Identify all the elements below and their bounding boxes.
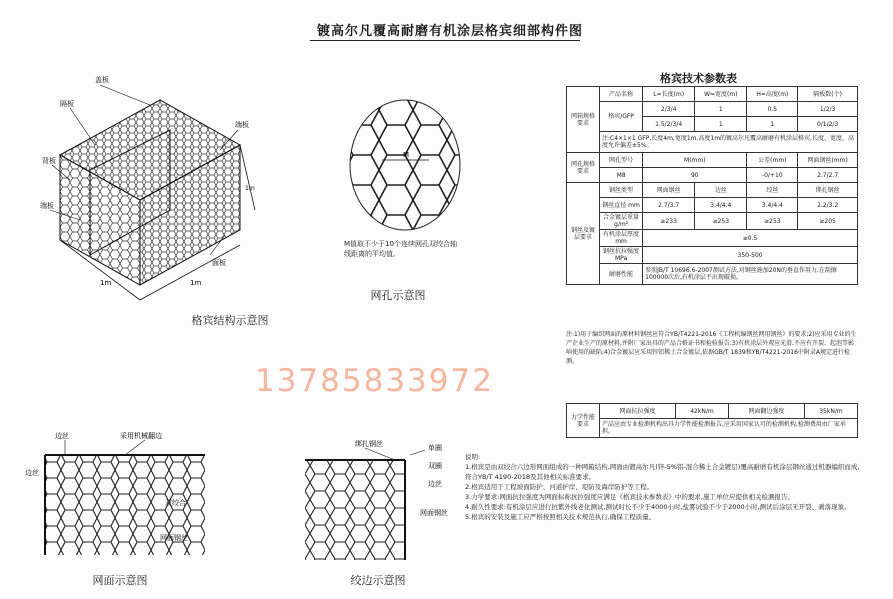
label-edge-left: 边丝 <box>25 469 39 477</box>
table-cell: M(mm) <box>643 153 747 168</box>
label-single: 单圈 <box>428 444 442 452</box>
label-mesh-wire: 网面钢丝 <box>160 534 188 542</box>
table-cell: 网面抗拉强度 <box>600 404 676 419</box>
label-machine-edge: 采用机械翻边 <box>120 432 162 440</box>
table-cell: 0.5 <box>747 102 798 117</box>
table-cell: 1 <box>695 117 747 132</box>
table-cell: H=高度(m) <box>747 87 798 102</box>
label-height: 1m <box>245 185 255 192</box>
label-twist: 双绞合 <box>165 499 186 507</box>
table-cell: 合金镀层重量 g/m² <box>600 213 643 230</box>
label-end: 端板 <box>235 121 249 129</box>
label-width: 1m <box>190 279 202 287</box>
label-sel-edge: 边丝 <box>428 480 442 488</box>
table-cell: 耐磨性能 <box>600 264 643 285</box>
table-cell: 3.4/4.4 <box>695 198 747 213</box>
table-cell: 格宾/GFP <box>600 102 643 132</box>
table-cell: W=宽度(m) <box>695 87 747 102</box>
table-cell: 1 <box>695 102 747 117</box>
table-cell: 有机涂层厚度 mm <box>600 230 643 247</box>
table-cell: 钢丝直径 mm <box>600 198 643 213</box>
table-cell: -0/+10 <box>747 168 798 183</box>
explanation-item: 3.力学要求:网面抗拉强度为网面标称抗拉强度应满足《格宾技术参数表》中的要求,施工单位应提供相关检测报告。 <box>465 493 794 501</box>
table-cell: 网面翻边强度 <box>728 404 804 419</box>
explanation-heading: 说明: <box>465 453 481 461</box>
net-diagram <box>25 430 215 565</box>
table-cell: 2/3/4 <box>643 102 695 117</box>
label-back: 背板 <box>42 157 56 165</box>
table-title: 格宾技术参数表 <box>660 72 737 85</box>
table-note: 注:C4×1×1 GFP,长度4m,宽度1m,高度1m的镀高尔凡覆高耐磨有机涂层格宾,长度、宽度、高度允许偏差±5%。 <box>600 132 858 153</box>
table-cell: 1 <box>747 117 798 132</box>
table-note: 产品应由专业检测机构出具力学性能检测报告,应采用国家认可的检测机构,检测费用由厂家承担。 <box>600 419 858 438</box>
page-title: 镀高尔凡覆高耐磨有机涂层格宾细部构件图 <box>316 24 583 39</box>
selvage-caption: 绞边示意图 <box>350 574 406 587</box>
title-underline <box>310 40 580 41</box>
table-cell: ≥0.5 <box>643 230 858 247</box>
net-caption: 网面示意图 <box>92 574 148 587</box>
table-cell: 绑扎钢丝 <box>798 183 858 198</box>
group-label: 力学性能要求 <box>567 404 600 438</box>
label-lid: 盖板 <box>95 76 109 84</box>
explanation <box>465 452 865 522</box>
table-cell: 钢丝类型 <box>600 183 643 198</box>
label-end-panel: 隔板 <box>60 100 74 108</box>
group-label: 网孔规格要求 <box>567 153 600 183</box>
gabion-box-diagram <box>40 70 290 330</box>
table-cell: 网面钢丝 <box>643 183 695 198</box>
box-caption: 格宾结构示意图 <box>191 314 269 327</box>
table-cell: 隔板数(个) <box>798 87 858 102</box>
table-cell: M8 <box>600 168 643 183</box>
table-cell: 钢丝抗拉强度 MPa <box>600 247 643 264</box>
spec-table <box>566 86 858 285</box>
table-cell: 网面钢丝(mm) <box>798 153 858 168</box>
group-label: 网箱规格要求 <box>567 87 600 153</box>
table-cell: 1.5/2/3/4 <box>643 117 695 132</box>
mech-table <box>566 403 858 438</box>
explanation-item: 2.格宾适用于工程坡面防护、河道护岸、堤防及海岸防护等工程。 <box>465 483 654 491</box>
table-cell: 1/2/3 <box>798 102 858 117</box>
table-cell: ≥253 <box>747 213 798 230</box>
selvage-diagram <box>290 440 460 565</box>
label-side: 端板 <box>40 202 54 210</box>
table-cell: L=长度(m) <box>643 87 695 102</box>
group-label: 钢丝及镀层要求 <box>567 183 600 285</box>
mesh-hole-diagram <box>345 95 465 235</box>
table-cell: 350-500 <box>643 247 858 264</box>
table-cell: 2.2/3.2 <box>798 198 858 213</box>
table-cell: 公差(mm) <box>747 153 798 168</box>
table-cell: 2.7/3.7 <box>643 198 695 213</box>
label-edge-top: 边丝 <box>55 432 69 440</box>
table-cell: 网孔型号 <box>600 153 643 168</box>
phone-watermark: 13785833972 <box>255 363 494 399</box>
table-cell: 42kN/m <box>675 404 728 419</box>
table-notes: 注:1)用于编织网面的原材料钢丝应符合YB/T4221-2016《工程机编钢丝网用钢丝》的要求;2)应采用专业的生产企业生产的原材料,并附厂家出具的产品合格证书和检验报告;3)有机涂层外观应光滑,不应有开裂、起泡等影响使用的缺陷;4)合金镀层应采用锌铝稀土合金镀层,依据GB/T 1839和YB/T4221-2016中附录A规定进行检测。 <box>566 331 857 365</box>
table-cell: 35kN/m <box>804 404 857 419</box>
table-cell: 90 <box>643 168 747 183</box>
table-cell: ≥253 <box>695 213 747 230</box>
table-cell: ≥233 <box>643 213 695 230</box>
mesh-caption: 网孔示意图 <box>370 289 426 302</box>
table-cell: 边丝 <box>695 183 747 198</box>
table-cell: 绞丝 <box>747 183 798 198</box>
m-label: M <box>403 151 410 159</box>
label-length: 1m <box>100 279 112 287</box>
label-lacing: 绑扎钢丝 <box>355 440 383 448</box>
table-cell: 3.4/4.4 <box>747 198 798 213</box>
table-cell: 产品名称 <box>600 87 643 102</box>
mesh-note: M值取不少于10个连续网孔双绞合轴线距离的平均值。 <box>344 240 457 258</box>
explanation-item: 4.耐久性要求:有机涂层应进行抗紫外线老化测试,测试时长不少于4000小时,盐雾试验不少于2000小时,测试后涂层无开裂、剥落现象。 <box>465 503 851 511</box>
explanation-item: 1.格宾是由双绞合六边形网面组成的一种网箱结构,网面由镀高尔凡(锌-5%铝-混合稀土合金镀层)覆高耐磨有机涂层钢丝通过机器编织而成,符合YB/T 4190-2018及其他相关标准要求。 <box>465 463 860 481</box>
label-front: 面板 <box>212 259 226 267</box>
table-cell: 2.7/2.7 <box>798 168 858 183</box>
explanation-item: 5.格宾的安装及施工应严格按照相关技术规范执行,确保工程质量。 <box>465 513 656 521</box>
label-double: 双圈 <box>428 462 442 470</box>
table-cell: ≥205 <box>798 213 858 230</box>
table-cell: 0/1/2/3 <box>798 117 858 132</box>
table-cell: 参照JB/T 10696.6-2007测试方法,对钢丝施加20N的垂直作用力,在刮擦100000次后,有机涂层不出现破损。 <box>643 264 858 285</box>
label-sel-mesh: 网面钢丝 <box>420 509 448 517</box>
